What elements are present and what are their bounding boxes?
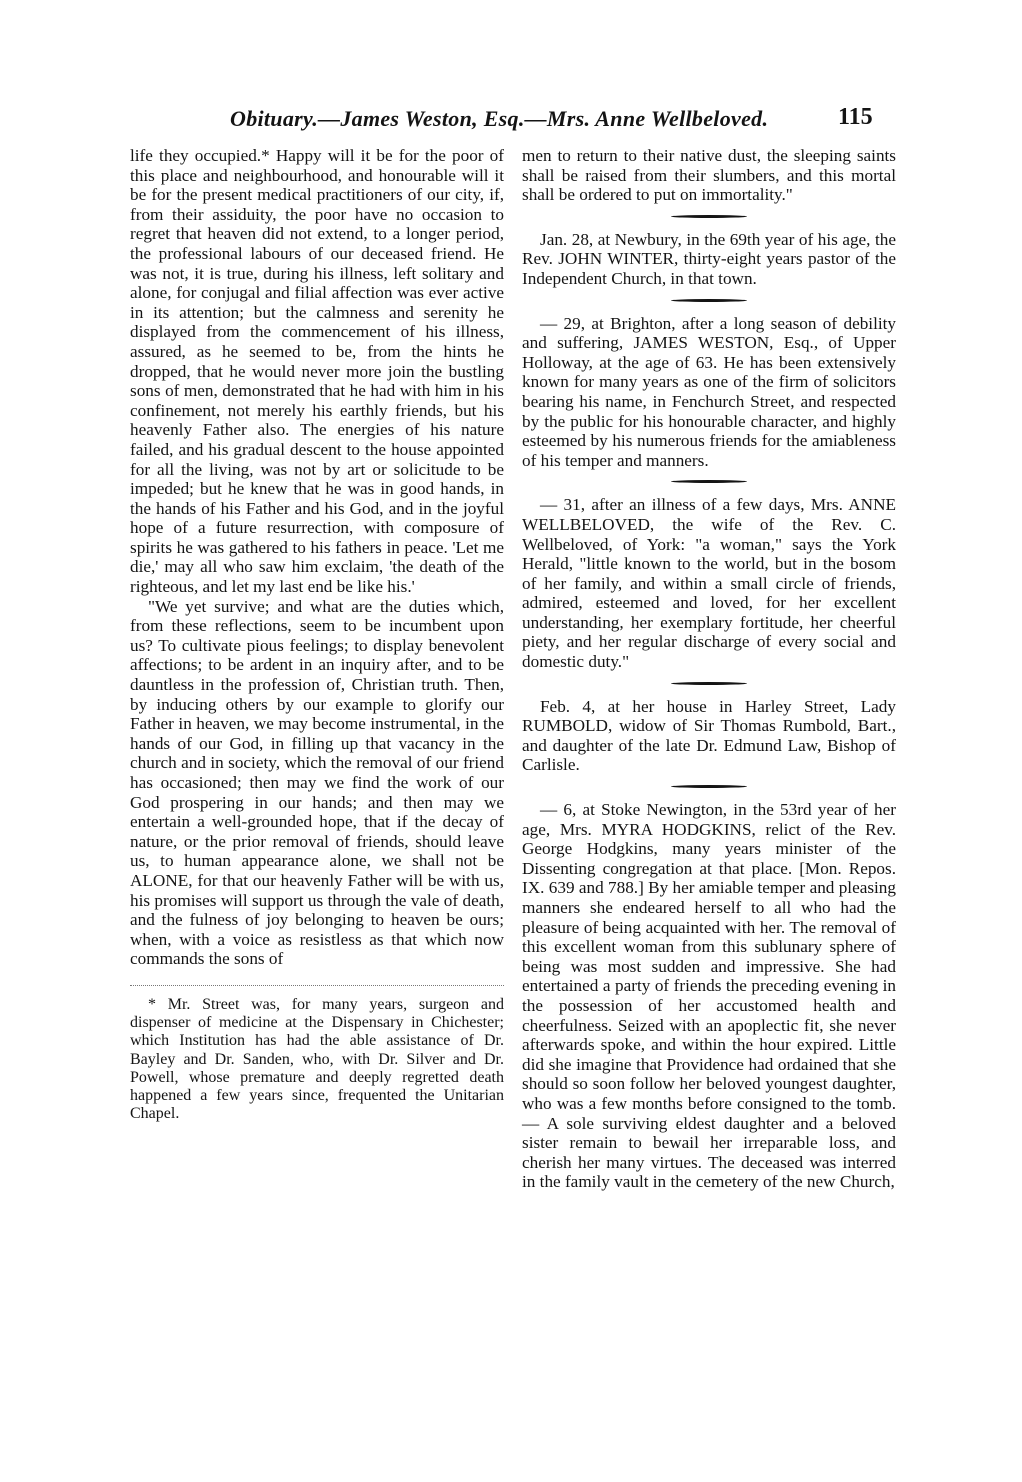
obituary-entry-winter: Jan. 28, at Newbury, in the 69th year of his age, the Rev. JOHN WINTER, thirty-eight years pastor of the Independent Church, in that town.	[522, 229, 896, 288]
obituary-entry-wellbeloved: — 31, after an illness of a few days, Mrs. ANNE WELLBELOVED, the wife of the Rev. C. Wellbeloved, of York: "a woman," says the York Herald, "little known to the world, but in the bosom of her family, and within a small circle of friends, admired, esteemed and loved, for her excellent understanding, her exemplary fortitude, her cheerful piety, and her regular discharge of every social and domestic duty."	[522, 495, 896, 672]
page-number: 115	[838, 104, 873, 130]
entry-separator	[671, 480, 747, 483]
obituary-street-sermon-paragraph: "We yet survive; and what are the duties which, from these reflections, seem to be incumbent upon us? To cultivate pious feelings; to display benevolent affections; to be ardent in an inquiry after, and to be dauntless in the profession of, Christian truth. Then, by inducing others by our example to glorify our Father in heaven, we may become instrumental, in the hands of our God, in filling up that vacancy in the church and in society, which the removal of our friend has occasioned; then may we find the work of our God prospering in our hands; and then may we entertain a well-grounded hope, that if the decay of nature, or the prior removal of friends, should leave us, to human appearance alone, we shall not be ALONE, for that our heavenly Father will be with us, his promises will support us through the vale of death, and the fulness of joy belonging to heaven be ours; when, with a voice as resistless as that which now commands the sons of	[130, 596, 504, 969]
sermon-conclusion: men to return to their native dust, the sleeping saints shall be raised from their slumbers, and this mortal shall be ordered to put on immortality."	[522, 146, 896, 205]
right-column	[522, 146, 896, 1192]
running-title: Obituary.—James Weston, Esq.—Mrs. Anne Wellbeloved.	[230, 106, 769, 131]
entry-separator	[671, 785, 747, 788]
footnote-street: * Mr. Street was, for many years, surgeon and dispenser of medicine at the Dispensary in Chichester; which Institution has had the able assistance of Dr. Bayley and Dr. Sanden, who, with Dr. Silver and Dr. Powell, whose premature and deeply regretted death happened a few years since, frequented the Unitarian Chapel.	[130, 995, 504, 1123]
page-header	[0, 100, 1022, 140]
left-column	[130, 146, 504, 1123]
obituary-entry-rumbold: Feb. 4, at her house in Harley Street, Lady RUMBOLD, widow of Sir Thomas Rumbold, Bart., and daughter of the late Dr. Edmund Law, Bishop of Carlisle.	[522, 696, 896, 775]
obituary-entry-hodgkins: — 6, at Stoke Newington, in the 53rd year of her age, Mrs. MYRA HODGKINS, relict of the Rev. George Hodgkins, many years minister of the Dissenting congregation at that place. [Mon. Repos. IX. 639 and 788.] By her amiable temper and pleasing manners she endeared herself to all who had the pleasure of being acquainted with her. The removal of this excellent woman from this sublunary sphere of being was most sudden and impressive. She had entertained a party of friends the preceding evening in the possession of her accustomed health and cheerfulness. Seized with an apoplectic fit, she never afterwards spoke, and within the hour expired. Little did she imagine that Providence had ordained that she should so soon follow her beloved youngest daughter, who was a few months before consigned to the tomb.— A sole surviving eldest daughter and a beloved sister remain to bewail her irreparable loss, and cherish her many virtues. The deceased was interred in the family vault in the cemetery of the new Church,	[522, 800, 896, 1192]
entry-separator	[671, 215, 747, 218]
footnote-divider	[130, 985, 504, 986]
obituary-street-continuation: life they occupied.* Happy will it be for the poor of this place and neighbourhood, and honourable will it be for the present medical practitioners of our city, if, from their assiduity, the poor have no occasion to regret that heaven did not extend, to a longer period, the professional labours of our deceased friend. He was not, it is true, during his illness, left solitary and alone, for conjugal and filial affection was ever active in its attention; but the calmness and serenity he displayed from the commencement of his illness, assured, as he seemed to be, from the hints he dropped, that he would never more join the bustling sons of men, demonstrated that he had with him in his confinement, not merely his earthly friends, but his heavenly Father also. The energies of his nature failed, and his gradual descent to the house appointed for all the living, was not by art or solicitude to be impeded; but he knew that he was in good hands, in the hands of his Father and his God, and in the joyful hope of a future resurrection, with composure of spirits he was gathered to his fathers in peace. 'Let me die,' may all who saw him exclaim, 'the death of the righteous, and let my last end be like his.'	[130, 146, 504, 597]
obituary-entry-weston: — 29, at Brighton, after a long season of debility and suffering, JAMES WESTON, Esq., of Upper Holloway, at the age of 63. He has been extensively known for many years as one of the firm of solicitors bearing his name, in Fenchurch Street, and respected by the public for his honourable character, and highly esteemed by his numerous friends for the amiableness of his temper and manners.	[522, 313, 896, 470]
entry-separator	[671, 682, 747, 685]
entry-separator	[671, 299, 747, 302]
